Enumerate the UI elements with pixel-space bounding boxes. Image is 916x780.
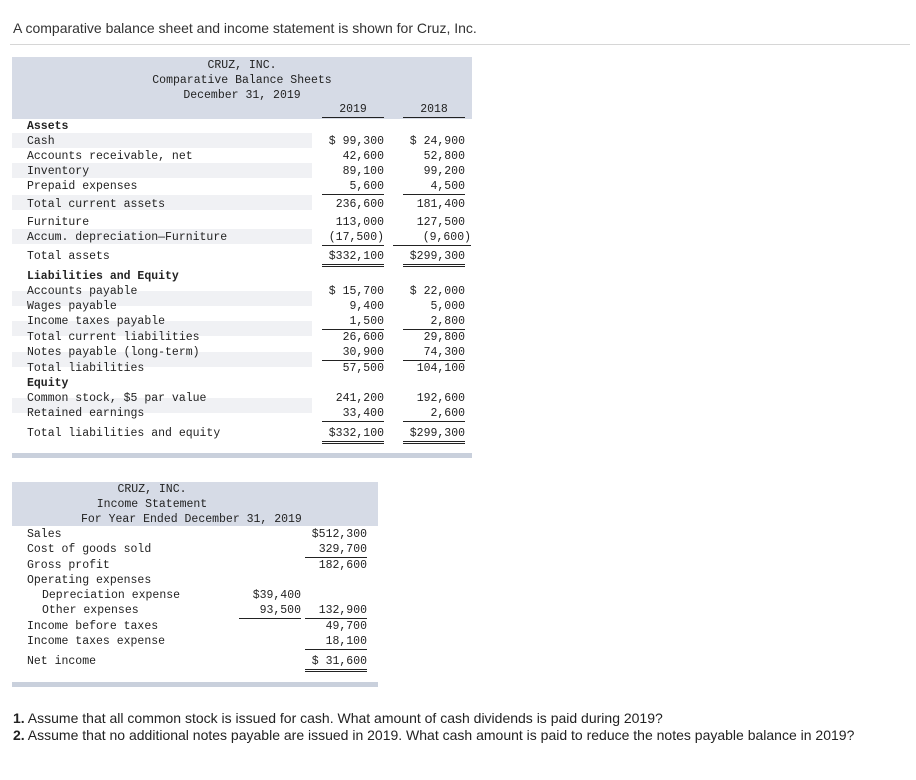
bs-date: December 31, 2019 xyxy=(183,89,301,102)
outer-value: 182,600 xyxy=(318,559,367,572)
row-label: Total assets xyxy=(27,250,110,263)
intro-text: A comparative balance sheet and income statement is shown for Cruz, Inc. xyxy=(13,20,477,36)
row-label: Liabilities and Equity xyxy=(27,270,179,283)
value-2018: 2,800 xyxy=(403,314,465,330)
row-label: Depreciation expense xyxy=(42,589,181,602)
row-label: Income taxes expense xyxy=(27,635,166,648)
is-period: For Year Ended December 31, 2019 xyxy=(81,513,302,526)
outer-value: 18,100 xyxy=(305,634,367,650)
col-head-2019: 2019 xyxy=(322,103,384,118)
row-stripe xyxy=(12,133,312,148)
row-label: Other expenses xyxy=(42,604,139,617)
row-label: Notes payable (long-term) xyxy=(27,346,200,359)
value-2018: 74,300 xyxy=(403,345,465,361)
value-2019: 89,100 xyxy=(342,165,384,178)
value-2019: 241,200 xyxy=(335,392,384,405)
value-2018: 181,400 xyxy=(416,198,465,211)
value-2018: 4,500 xyxy=(403,179,465,195)
value-2019: $332,100 xyxy=(322,426,384,444)
value-2019: 30,900 xyxy=(322,345,384,361)
row-label: Cost of goods sold xyxy=(27,543,152,556)
question-2 xyxy=(13,727,913,744)
row-label: Total liabilities and equity xyxy=(27,427,221,440)
col-head-2018: 2018 xyxy=(403,103,465,118)
outer-value: $512,300 xyxy=(311,528,367,541)
outer-value: $ 31,600 xyxy=(305,654,367,672)
divider xyxy=(10,44,910,45)
panel-bottom-bar xyxy=(12,453,472,458)
row-label: Assets xyxy=(27,120,69,133)
is-company: CRUZ, INC. xyxy=(117,483,187,496)
value-2018: $ 24,900 xyxy=(409,135,465,148)
row-label: Total current assets xyxy=(27,198,166,211)
bs-company: CRUZ, INC. xyxy=(207,59,277,72)
row-label: Income before taxes xyxy=(27,620,159,633)
row-label: Income taxes payable xyxy=(27,315,166,328)
value-2019: $ 15,700 xyxy=(328,285,384,298)
is-title: Income Statement xyxy=(96,498,208,511)
value-2019: 42,600 xyxy=(342,150,384,163)
row-label: Cash xyxy=(27,135,55,148)
questions xyxy=(13,710,913,744)
value-2018: (9,600) xyxy=(393,230,471,246)
value-2019: 9,400 xyxy=(349,300,384,313)
outer-value: 329,700 xyxy=(305,542,367,558)
row-label: Gross profit xyxy=(27,559,110,572)
question-1 xyxy=(13,710,913,727)
value-2018: 5,000 xyxy=(430,300,465,313)
inner-value: 93,500 xyxy=(239,603,301,619)
row-label: Accounts payable xyxy=(27,285,138,298)
row-label: Sales xyxy=(27,528,62,541)
value-2018: 192,600 xyxy=(416,392,465,405)
value-2018: 99,200 xyxy=(423,165,465,178)
value-2018: 2,600 xyxy=(403,406,465,422)
value-2018: 29,800 xyxy=(423,331,465,344)
value-2018: $299,300 xyxy=(403,426,465,444)
row-label: Total liabilities xyxy=(27,362,145,375)
row-label: Operating expenses xyxy=(27,574,152,587)
value-2019: 236,600 xyxy=(335,198,384,211)
value-2019: (17,500) xyxy=(322,230,384,246)
inner-value: $39,400 xyxy=(252,589,301,602)
outer-value: 132,900 xyxy=(305,603,367,619)
question-number: 1. xyxy=(13,710,25,726)
question-number: 2. xyxy=(13,727,25,743)
value-2018: 104,100 xyxy=(416,362,465,375)
bs-title: Comparative Balance Sheets xyxy=(152,74,332,87)
row-label: Total current liabilities xyxy=(27,331,200,344)
row-label: Equity xyxy=(27,377,69,390)
value-2019: 113,000 xyxy=(335,216,384,229)
row-label: Furniture xyxy=(27,216,90,229)
value-2019: 26,600 xyxy=(342,331,384,344)
value-2019: $332,100 xyxy=(322,249,384,267)
row-label: Inventory xyxy=(27,165,90,178)
question-text: Assume that no additional notes payable are issued in 2019. What cash amount is paid to reduce the notes payable balance in 2019? xyxy=(24,727,855,743)
row-label: Net income xyxy=(27,655,97,668)
row-label: Accounts receivable, net xyxy=(27,150,193,163)
value-2018: $ 22,000 xyxy=(409,285,465,298)
income-statement xyxy=(12,482,378,688)
value-2019: 33,400 xyxy=(322,406,384,422)
value-2019: 5,600 xyxy=(322,179,384,195)
row-label: Prepaid expenses xyxy=(27,180,138,193)
outer-value: 49,700 xyxy=(325,620,367,633)
value-2019: 1,500 xyxy=(322,314,384,330)
row-label: Retained earnings xyxy=(27,407,145,420)
value-2018: 52,800 xyxy=(423,150,465,163)
value-2019: $ 99,300 xyxy=(328,135,384,148)
value-2018: 127,500 xyxy=(416,216,465,229)
row-label: Common stock, $5 par value xyxy=(27,392,207,405)
row-label: Wages payable xyxy=(27,300,117,313)
row-label: Accum. depreciation—Furniture xyxy=(27,231,228,244)
value-2018: $299,300 xyxy=(403,249,465,267)
balance-sheet xyxy=(12,57,472,458)
question-text: Assume that all common stock is issued for cash. What amount of cash dividends is paid during 2019? xyxy=(24,710,663,726)
panel-bottom-bar xyxy=(12,682,378,687)
value-2019: 57,500 xyxy=(342,362,384,375)
